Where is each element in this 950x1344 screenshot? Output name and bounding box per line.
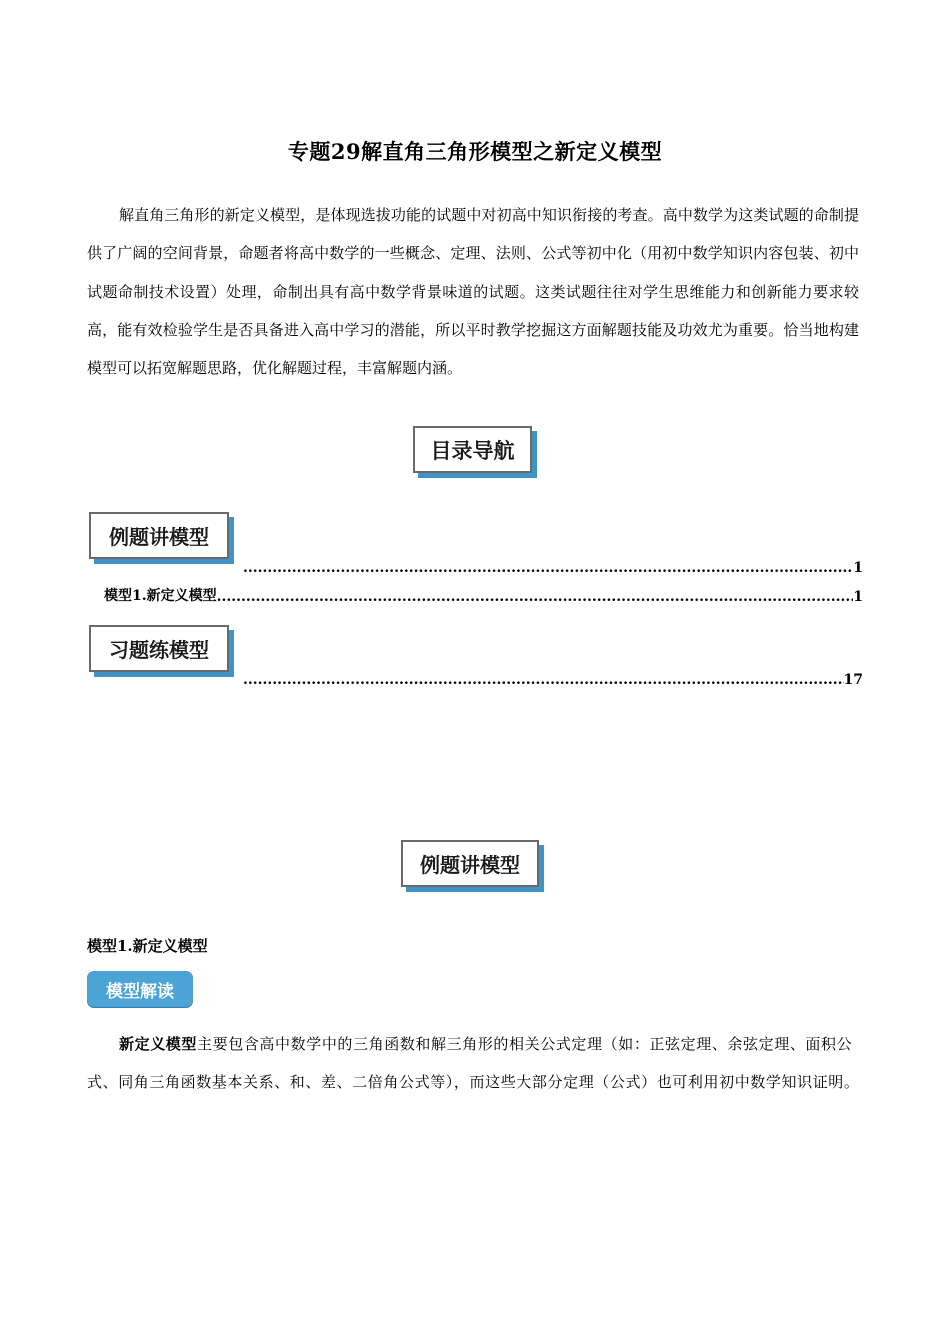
model-body-paragraph xyxy=(87,1025,877,1101)
toc-heading: 目录导航 xyxy=(430,438,515,463)
section-heading: 例题讲模型 xyxy=(420,853,520,877)
toc-section1-label: 例题讲模型 xyxy=(109,525,209,549)
toc-section2-page: 17 xyxy=(843,672,863,688)
body-bold-term: 新定义模型 xyxy=(119,1035,198,1053)
toc-heading-box xyxy=(413,426,532,473)
toc-section2-line[interactable] xyxy=(243,668,863,688)
toc-item1-label: 模型1.新定义模型 xyxy=(104,588,217,604)
document-title: 专题29解直角三角形模型之新定义模型 xyxy=(287,139,663,164)
section-heading-box xyxy=(401,840,539,887)
toc-item1-page: 1 xyxy=(853,589,863,605)
toc-leader-dots xyxy=(217,589,854,605)
body-text: 主要包含高中数学中的三角函数和解三角形的相关公式定理（如：正弦定理、余弦定理、面积公式、同角三角函数基本关系、和、差、二倍角公式等），而这些大部分定理（公式）也可利用初中数学知识证明。 xyxy=(87,1035,860,1091)
toc-item1-line[interactable] xyxy=(104,585,863,605)
toc-leader-dots xyxy=(243,672,844,688)
toc-section1-page: 1 xyxy=(853,560,863,576)
toc-section2-label: 习题练模型 xyxy=(109,638,209,662)
intro-paragraph: 解直角三角形的新定义模型，是体现选拔功能的试题中对初高中知识衔接的考查。高中数学为这类试题的命制提供了广阔的空间背景，命题者将高中数学的一些概念、定理、法则、公式等初中化（用初中数学知识内容包装、初中试题命制技术设置）处理，命制出具有高中数学背景味道的试题。这类试题往往对学生思维能力和创新能力要求较高，能有效检验学生是否具备进入高中学习的潜能，所以平时教学挖掘这方面解题技能及功效尤为重要。恰当地构建模型可以拓宽解题思路，优化解题过程，丰富解题内涵。 xyxy=(87,206,859,378)
toc-section1-box[interactable] xyxy=(89,512,229,559)
model-title: 模型1.新定义模型 xyxy=(87,937,208,955)
pill-label: 模型解读 xyxy=(106,981,174,1002)
toc-section1-line[interactable] xyxy=(243,556,863,576)
toc-section2-box[interactable] xyxy=(89,625,229,672)
toc-leader-dots xyxy=(243,560,853,576)
model-interpretation-pill xyxy=(87,971,193,1007)
